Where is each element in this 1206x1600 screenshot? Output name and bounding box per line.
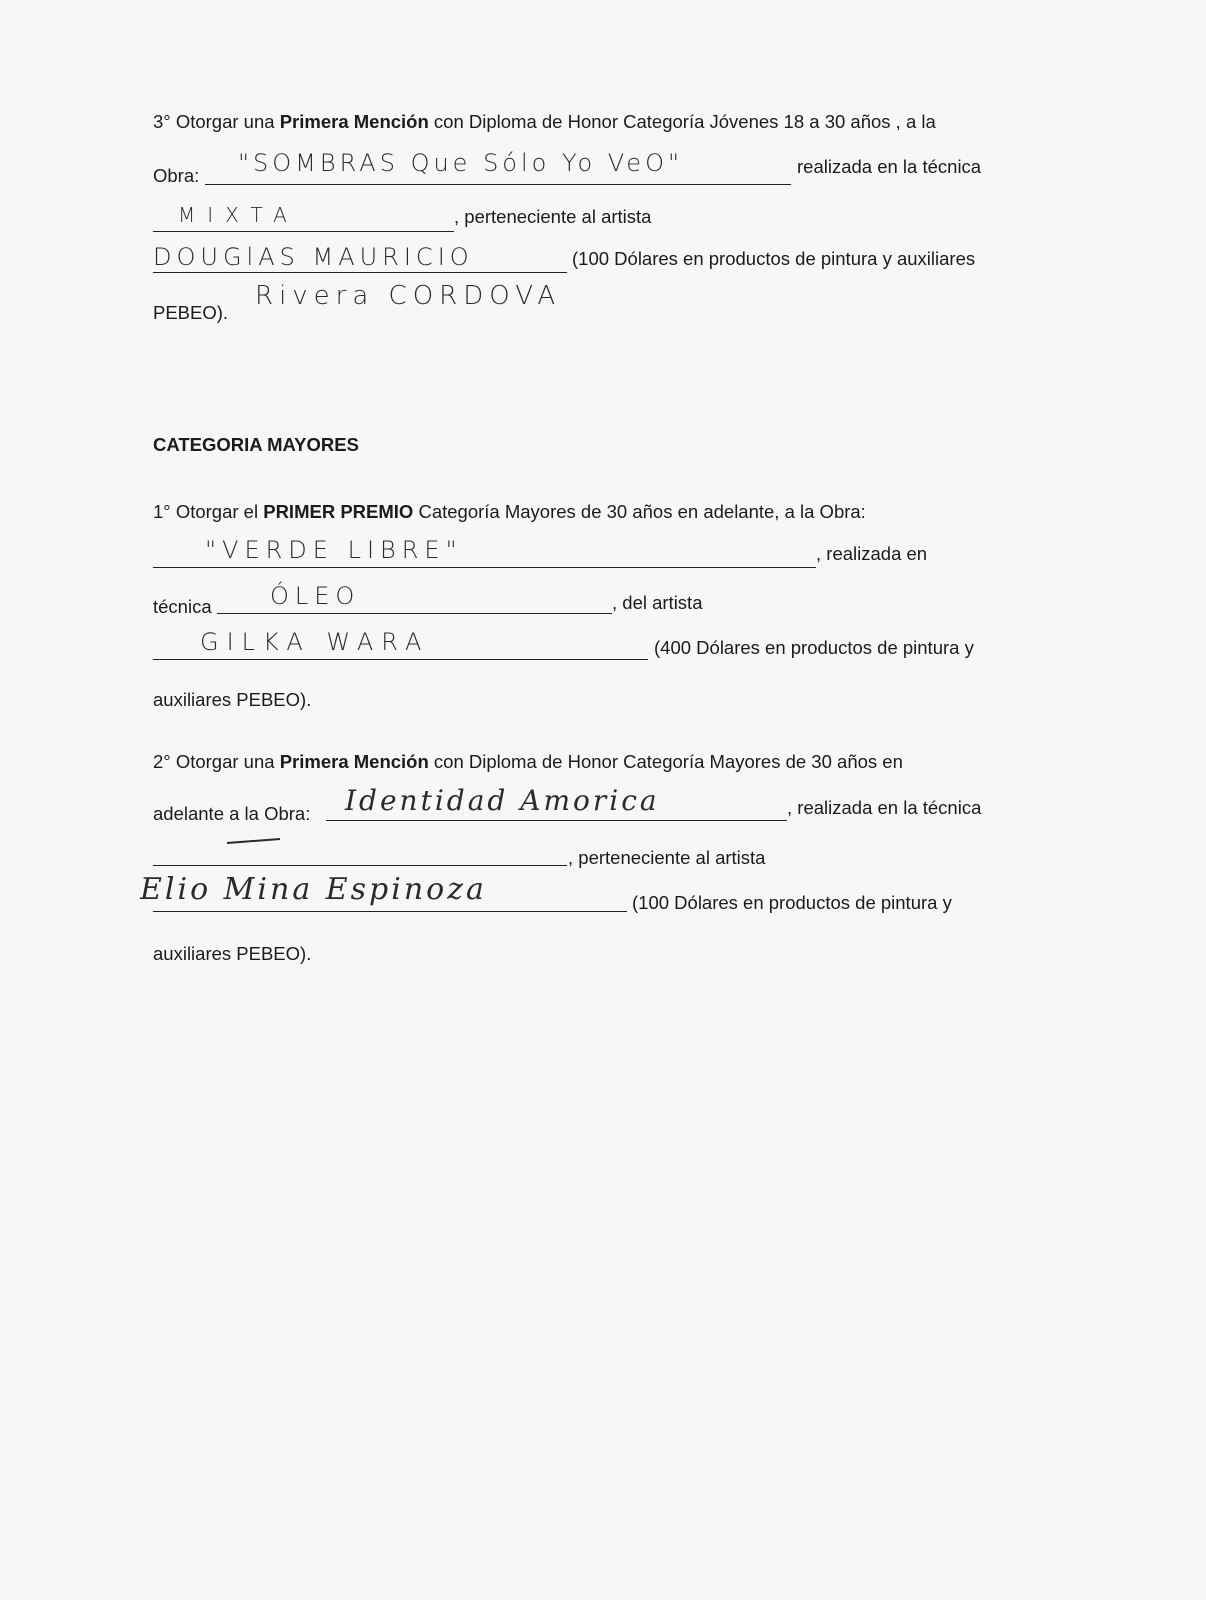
item2-tecnica-blank — [153, 865, 567, 866]
item2-bold: Primera Mención — [279, 751, 429, 772]
section-heading: CATEGORIA MAYORES — [153, 434, 359, 455]
item2-pre: Otorgar una — [175, 751, 275, 772]
item1-obra-blank — [153, 567, 816, 568]
item3-artista-handwritten-2: Rivera CORDOVA — [255, 281, 562, 311]
item2-tecnica-label: , realizada en la técnica — [787, 797, 982, 818]
item1-artista-label: , del artista — [612, 592, 703, 613]
item3-bold: Primera Mención — [279, 111, 429, 132]
item3-pre: Otorgar una — [175, 111, 275, 132]
item2-obra-handwritten: Identidad Amorica — [345, 784, 660, 817]
item3-number: 3° — [153, 111, 171, 132]
item2-post: con Diploma de Honor Categoría Mayores de 30 años en — [433, 751, 903, 772]
item2-tecnica-dash-mark — [225, 834, 285, 848]
item2-number: 2° — [153, 751, 171, 772]
item2-artista-handwritten: Elio Mina Espinoza — [140, 872, 487, 907]
item1-realizada: , realizada en — [816, 543, 928, 564]
item3-artista-blank — [153, 272, 567, 273]
item3-tecnica-label: realizada en la técnica — [797, 156, 982, 177]
item2-prize: (100 Dólares en productos de pintura y — [632, 892, 952, 913]
item1-tecnica-label: técnica — [153, 596, 212, 617]
item3-obra-label: Obra: — [153, 165, 200, 186]
item1-pre: Otorgar el — [175, 501, 259, 522]
item1-obra-handwritten: "VERDE LIBRE" — [205, 536, 463, 564]
item3-obra-handwritten: "SOMBRAS Que Sólo Yo VeO" — [238, 149, 683, 177]
item1-tail: auxiliares PEBEO). — [153, 689, 312, 710]
item1-artista-handwritten: GILKA WARA — [200, 628, 430, 656]
item1-line1 — [153, 501, 866, 523]
item3-artista-label: , perteneciente al artista — [454, 206, 652, 227]
item1-tecnica-blank — [217, 613, 612, 614]
item2-line1 — [153, 751, 903, 773]
item3-post: con Diploma de Honor Categoría Jóvenes 18 a 30 años , a la — [433, 111, 936, 132]
item2-tail: auxiliares PEBEO). — [153, 943, 312, 964]
item1-artista-blank — [153, 659, 648, 660]
item2-artista-label: , perteneciente al artista — [568, 847, 766, 868]
item3-artista-handwritten: DOUGlAS MAURICIO — [153, 243, 474, 271]
item2-artista-blank — [153, 911, 627, 912]
item1-number: 1° — [153, 501, 171, 522]
item1-tecnica-handwritten: ÓLEO — [270, 582, 361, 610]
item1-bold: PRIMER PREMIO — [263, 501, 414, 522]
item3-tecnica-handwritten: MIXTA — [178, 203, 299, 227]
item3-tail: PEBEO). — [153, 302, 229, 323]
item2-obra-blank — [326, 820, 787, 821]
item2-obra-label: adelante a la Obra: — [153, 803, 311, 824]
item1-prize: (400 Dólares en productos de pintura y — [654, 637, 974, 658]
item3-line1 — [153, 111, 936, 133]
item1-post: Categoría Mayores de 30 años en adelante, a la Obra: — [418, 501, 866, 522]
item3-obra-blank — [205, 184, 791, 185]
item3-tecnica-blank — [153, 231, 454, 232]
item3-prize: (100 Dólares en productos de pintura y auxiliares — [572, 248, 976, 269]
